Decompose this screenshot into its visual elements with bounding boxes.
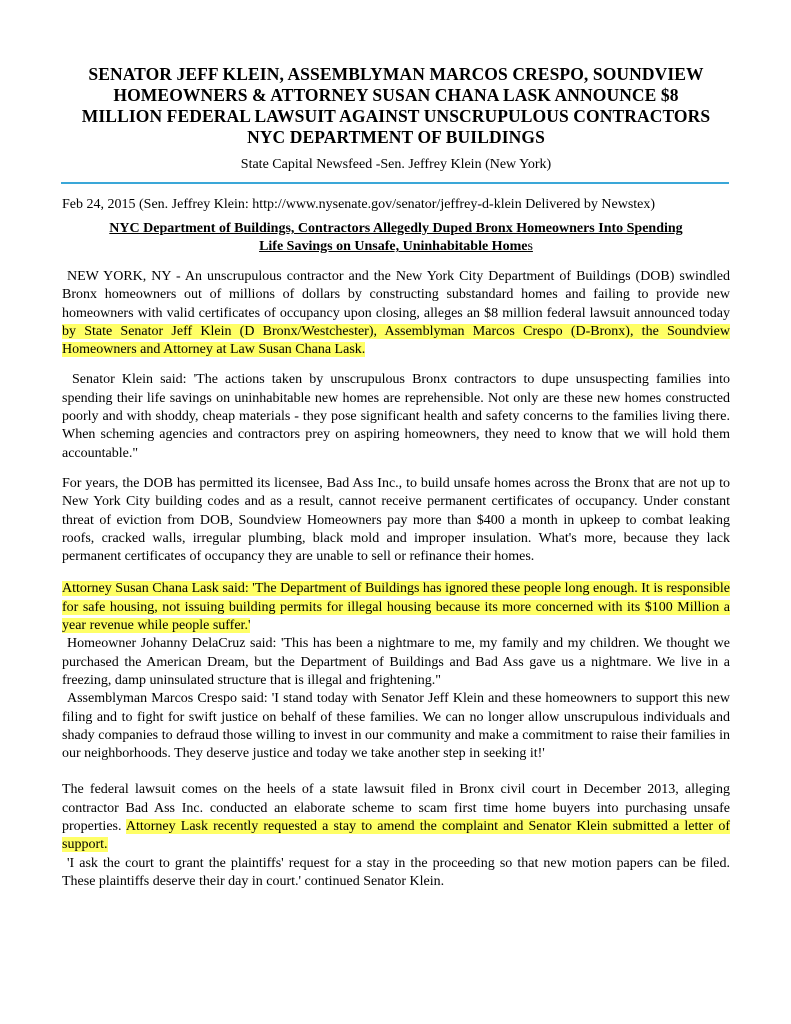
- paragraph-federal-lawsuit: [62, 781, 730, 854]
- paragraph-intro-text: NEW YORK, NY - An unscrupulous contractor and the New York City Department of Buildings (DOB) swindled Bronx homeowners out of millions of dollars by constructing substandard homes and failing to provide new homeowners with valid certificates of occupancy upon closing, alleges an $8 million federal lawsuit announced today: [62, 269, 730, 321]
- paragraph-dob-history: For years, the DOB has permitted its licensee, Bad Ass Inc., to build unsafe homes across the Bronx that are not up to New York City building codes and as a result, cannot receive permanent certificates of occupancy. Under constant threat of eviction from DOB, Soundview Homeowners pay more than $400 a month in upkeep to combat leaking roofs, cracked walls, irregular plumbing, black mold and improper insulation. What's more, because they lack permanent certificates of occupancy they are unable to sell or refinance their homes.: [62, 475, 730, 565]
- headline-line-2: HOMEOWNERS & ATTORNEY SUSAN CHANA LASK ANNOUNCE $8: [113, 85, 679, 105]
- subheadline-line-2-bold: Life Savings on Unsafe, Uninhabitable Home: [259, 239, 528, 254]
- headline-line-3: MILLION FEDERAL LAWSUIT AGAINST UNSCRUPULOUS CONTRACTORS: [81, 106, 711, 126]
- headline-line-4: NYC DEPARTMENT OF BUILDINGS: [247, 127, 545, 147]
- paragraph-closing-quote: 'I ask the court to grant the plaintiffs' request for a stay in the proceeding so that new motion papers can be filed. These plaintiffs deserve their day in court.' continued Senator Klein.: [62, 855, 730, 889]
- subheadline-line-2-tail: s: [527, 239, 533, 254]
- paragraph-intro-highlight: by State Senator Jeff Klein (D Bronx/Westchester), Assemblyman Marcos Crespo (D-Bronx), the Soundview Homeowners and Attorney at Law Susan Chana Lask.: [62, 323, 730, 358]
- paragraph-lask-quote: [62, 580, 730, 635]
- subheadline-line-1: NYC Department of Buildings, Contractors Allegedly Duped Bronx Homeowners Into Spending: [109, 221, 683, 236]
- headline-line-1: SENATOR JEFF KLEIN, ASSEMBLYMAN MARCOS CRESPO, SOUNDVIEW: [88, 64, 704, 84]
- paragraph-crespo-quote: Assemblyman Marcos Crespo said: 'I stand today with Senator Jeff Klein and these homeowners to support this new filing and to fight for swift justice on behalf of these families. We can no longer allow unscrupulous individuals and shady companies to defraud those willing to invest in our community and make a commitment to raise their families in our neighborhoods. They deserve justice and today we take another step in seeking it!': [62, 691, 730, 762]
- paragraph-klein-quote: Senator Klein said: 'The actions taken by unscrupulous Bronx contractors to dupe unsuspecting families into spending their life savings on uninhabitable new homes are reprehensible. Not only are these new homes constructed poorly and with shoddy, cheap materials - they pose significant health and safety concerns to the families living there. When scheming agencies and contractors prey on aspiring homeowners, they need to know that we will hold them accountable.": [62, 372, 730, 461]
- headline: [62, 64, 730, 148]
- paragraph-federal-lawsuit-highlight: Attorney Lask recently requested a stay to amend the complaint and Senator Klein submitted a letter of support.: [62, 819, 730, 853]
- divider-rule: [61, 182, 729, 184]
- source-line: State Capital Newsfeed -Sen. Jeffrey Klein (New York): [240, 157, 552, 172]
- paragraph-intro: [62, 268, 730, 359]
- document-page: [62, 64, 730, 891]
- subheadline: [62, 220, 730, 256]
- paragraph-delacruz-quote: Homeowner Johanny DelaCruz said: 'This has been a nightmare to me, my family and my children. We thought we purchased the American Dream, but the Department of Buildings and Bad Ass gave us a nightmare. We live in a freezing, damp uninsulated structure that is illegal and frightening.": [62, 636, 730, 688]
- paragraph-lask-highlight: Attorney Susan Chana Lask said: 'The Department of Buildings has ignored these people long enough. It is responsible for safe housing, not issuing building permits for illegal housing because its more concerned with its $100 Million a year revenue while people suffer.': [62, 581, 730, 634]
- dateline: Feb 24, 2015 (Sen. Jeffrey Klein: http://www.nysenate.gov/senator/jeffrey-d-klein Delivered by Newstex): [62, 197, 656, 212]
- subheadline-line-2: [62, 238, 730, 256]
- paragraph-federal-lawsuit-text: The federal lawsuit comes on the heels of a state lawsuit filed in Bronx civil court in December 2013, alleging contractor Bad Ass Inc. conducted an elaborate scheme to scam first time home buyers into purchasing unsafe properties.: [62, 782, 730, 835]
